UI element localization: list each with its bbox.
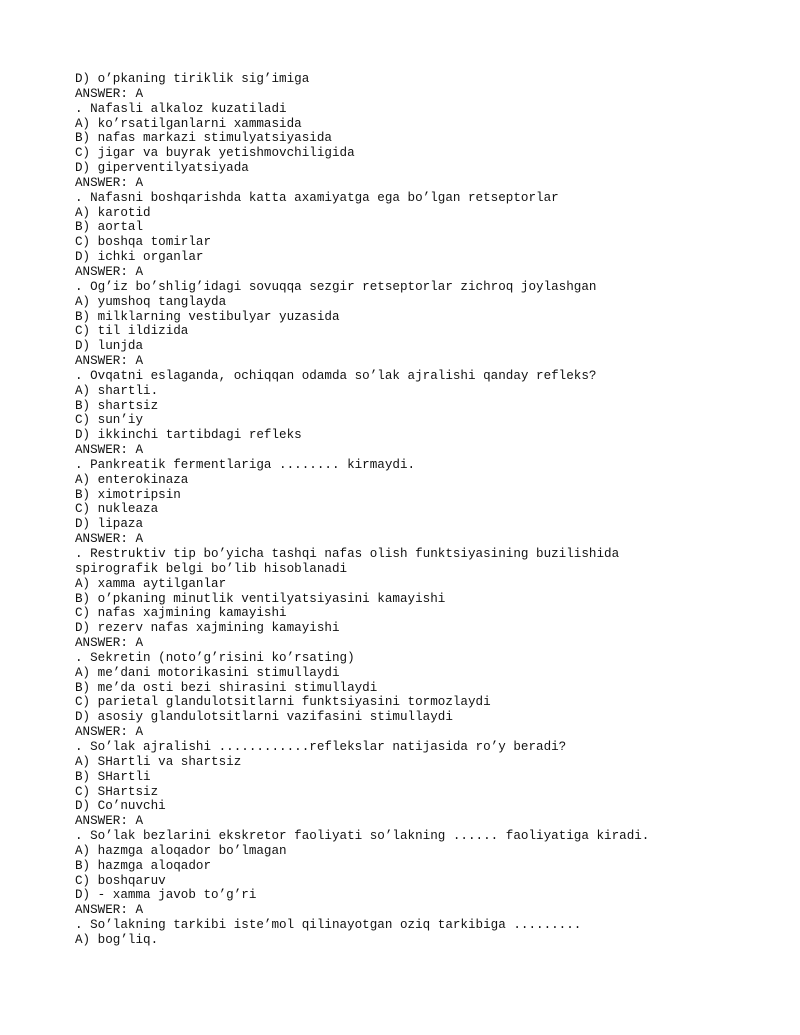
text-line: ANSWER: A	[75, 814, 144, 829]
text-line: C) SHartsiz	[75, 784, 159, 799]
text-line: B) hazmga aloqador	[75, 858, 212, 873]
text-line: ANSWER: A	[75, 532, 144, 547]
text-line: . So’lakning tarkibi iste’mol qilinayotgan oziq tarkibiga .........	[75, 918, 582, 933]
text-line: D) ikkinchi tartibdagi refleks	[75, 428, 302, 443]
text-line: A) SHartli va shartsiz	[75, 754, 242, 769]
text-line: A) me’dani motorikasini stimullaydi	[75, 665, 340, 680]
text-line: ANSWER: A	[75, 175, 144, 190]
text-line: B) o’pkaning minutlik ventilyatsiyasini kamayishi	[75, 591, 446, 606]
text-line: C) nafas xajmining kamayishi	[75, 606, 287, 621]
text-line: D) giperventilyatsiyada	[75, 161, 249, 176]
text-line: C) boshqaruv	[75, 873, 166, 888]
text-line: C) til ildizida	[75, 324, 189, 339]
text-line: A) ko’rsatilganlarni xammasida	[75, 116, 302, 131]
text-line: ANSWER: A	[75, 354, 144, 369]
text-line: . So’lak ajralishi ............reflekslar natijasida ro’y beradi?	[75, 739, 567, 754]
text-line: . Restruktiv tip bo’yicha tashqi nafas olish funktsiyasining buzilishida	[75, 547, 620, 561]
text-line: B) ximotripsin	[75, 487, 181, 502]
text-line: D) rezerv nafas xajmining kamayishi	[75, 621, 340, 636]
text-line: B) aortal	[75, 220, 144, 235]
text-line: D) asosiy glandulotsitlarni vazifasini stimullaydi	[75, 710, 453, 725]
text-line: D) Co’nuvchi	[75, 799, 166, 814]
text-line: B) SHartli	[75, 769, 151, 784]
text-line: D) - xamma javob to’g’ri	[75, 888, 257, 903]
text-line: A) bog’liq.	[75, 932, 159, 947]
text-line: C) parietal glandulotsitlarni funktsiyasini tormozlaydi	[75, 695, 491, 710]
text-line: A) yumshoq tanglayda	[75, 294, 227, 309]
text-line: C) boshqa tomirlar	[75, 235, 212, 250]
text-line: C) sun’iy	[75, 413, 144, 428]
text-line: . So’lak bezlarini ekskretor faoliyati so’lakning ...... faoliyatiga kiradi.	[75, 829, 650, 844]
text-line: A) karotid	[75, 205, 151, 220]
text-line: D) o’pkaning tiriklik sig’imiga	[75, 72, 310, 86]
text-line: A) hazmga aloqador bo’lmagan	[75, 843, 287, 858]
text-line: spirografik belgi bo’lib hisoblanadi	[75, 561, 348, 576]
text-line: . Ovqatni eslaganda, ochiqqan odamda so’lak ajralishi qanday refleks?	[75, 368, 597, 383]
text-line: B) shartsiz	[75, 398, 159, 413]
text-line: B) milklarning vestibulyar yuzasida	[75, 309, 340, 324]
text-line: . Og’iz bo’shlig’idagi sovuqqa sezgir retseptorlar zichroq joylashgan	[75, 279, 597, 294]
text-line: A) shartli.	[75, 383, 159, 398]
text-line: ANSWER: A	[75, 636, 144, 651]
text-line: . Nafasni boshqarishda katta axamiyatga ega bo’lgan retseptorlar	[75, 190, 559, 205]
document-text-block	[75, 72, 775, 948]
text-line: . Nafasli alkaloz kuzatiladi	[75, 101, 287, 116]
text-line: ANSWER: A	[75, 264, 144, 279]
text-line: B) nafas markazi stimulyatsiyasida	[75, 131, 332, 146]
text-line: ANSWER: A	[75, 725, 144, 740]
text-line: C) nukleaza	[75, 502, 159, 517]
text-line: D) ichki organlar	[75, 250, 204, 265]
text-line: . Sekretin (noto’g’risini ko’rsating)	[75, 650, 355, 665]
text-line: C) jigar va buyrak yetishmovchiligida	[75, 146, 355, 161]
text-line: A) xamma aytilganlar	[75, 576, 227, 591]
text-line: B) me’da osti bezi shirasini stimullaydi	[75, 680, 378, 695]
text-line: ANSWER: A	[75, 86, 144, 101]
text-line: ANSWER: A	[75, 903, 144, 918]
text-line: . Pankreatik fermentlariga ........ kirmaydi.	[75, 457, 416, 472]
text-line: D) lunjda	[75, 339, 144, 354]
text-line: A) enterokinaza	[75, 472, 189, 487]
text-line: D) lipaza	[75, 517, 144, 532]
text-line: ANSWER: A	[75, 443, 144, 458]
